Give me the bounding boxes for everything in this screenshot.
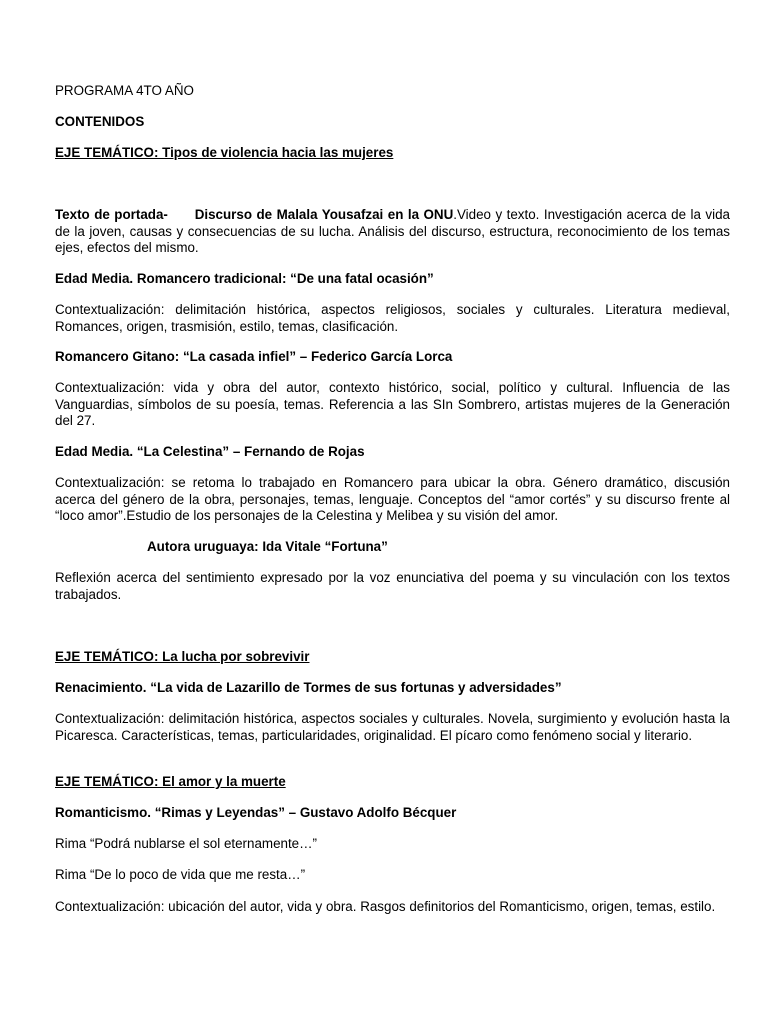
topic-title: Autora uruguaya: Ida Vitale “Fortuna” — [147, 539, 388, 554]
contents-heading: CONTENIDOS — [55, 114, 145, 129]
topic-text: Contextualización: se retoma lo trabajado en Romancero para ubicar la obra. Género dramático, discusión acerca del género de la obra, personajes, temas, lenguaje. Conceptos del “amor cortés” y su discurso frente al “loco amor”.Estudio de los personajes de la Celestina y Melibea y su visión del amor. — [55, 475, 730, 523]
cover-text: .Video y texto. Investigación acerca de la vida de la joven, causas y consecuencias de su lucha. Análisis del discurso, estructura, reconocimiento de los temas ejes, efectos del mismo. — [55, 207, 730, 255]
axis2-heading: EJE TEMÁTICO: La lucha por sobrevivir — [55, 649, 310, 664]
rima-line: Rima “Podrá nublarse el sol eternamente…” — [55, 836, 317, 851]
topic-title: Edad Media. “La Celestina” – Fernando de Rojas — [55, 444, 365, 459]
topic-title: Renacimiento. “La vida de Lazarillo de Tormes de sus fortunas y adversidades” — [55, 680, 562, 695]
rima-line: Rima “De lo poco de vida que me resta…” — [55, 867, 306, 882]
topic-text: Contextualización: ubicación del autor, vida y obra. Rasgos definitorios del Romanticismo, origen, temas, estilo. — [55, 899, 716, 914]
topic-text: Contextualización: vida y obra del autor, contexto histórico, social, político y cultural. Influencia de las Vanguardias, símbolos de su poesía, temas. Referencia a las SIn Sombrero, artistas mujeres de la Generación del 27. — [55, 380, 730, 428]
cover-title: Discurso de Malala Yousafzai en la ONU — [194, 207, 454, 222]
topic-text: Contextualización: delimitación histórica, aspectos sociales y culturales. Novela, surgimiento y evolución hasta la Picaresca. Características, temas, particularidades, originalidad. El pícaro como fenómeno social y literario. — [55, 711, 730, 743]
cover-paragraph — [55, 207, 730, 257]
axis1-heading: EJE TEMÁTICO: Tipos de violencia hacia las mujeres — [55, 145, 394, 160]
program-title: PROGRAMA 4TO AÑO — [55, 83, 194, 98]
topic-text: Reflexión acerca del sentimiento expresado por la voz enunciativa del poema y su vinculación con los textos trabajados. — [55, 570, 730, 602]
topic-title: Edad Media. Romancero tradicional: “De una fatal ocasión” — [55, 271, 434, 286]
axis3-heading: EJE TEMÁTICO: El amor y la muerte — [55, 774, 286, 789]
cover-label: Texto de portada- — [55, 207, 168, 222]
topic-title: Romanticismo. “Rimas y Leyendas” – Gustavo Adolfo Bécquer — [55, 805, 457, 820]
topic-title: Romancero Gitano: “La casada infiel” – Federico García Lorca — [55, 349, 453, 364]
topic-text: Contextualización: delimitación histórica, aspectos religiosos, sociales y culturales. Literatura medieval, Romances, origen, trasmisión, estilo, temas, clasificación. — [55, 302, 730, 334]
